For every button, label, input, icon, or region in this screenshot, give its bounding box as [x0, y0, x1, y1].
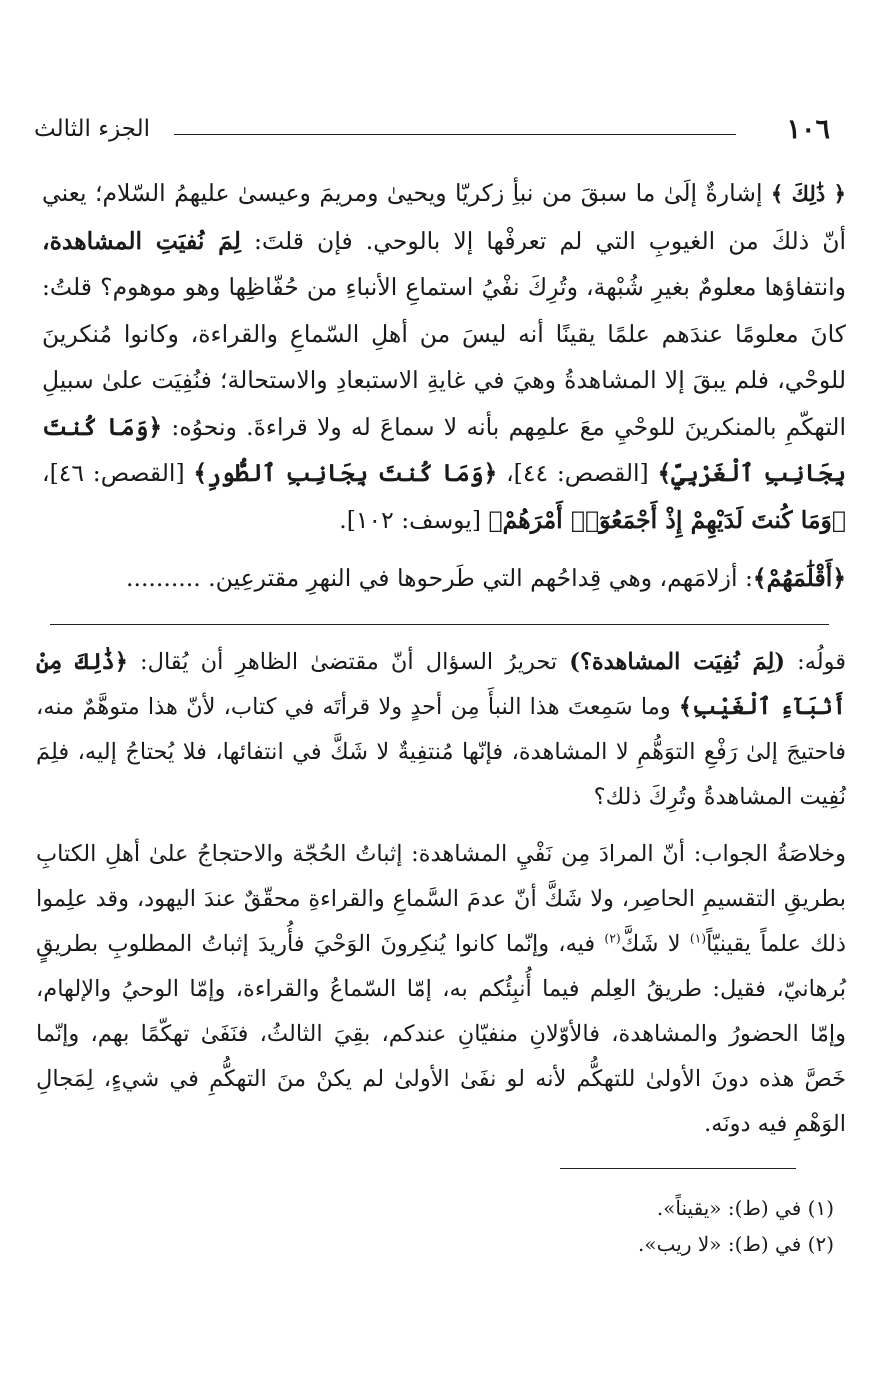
text-span: تحريرُ السؤال أنّ مقتضىٰ الظاهرِ أن يُقال:	[127, 649, 570, 675]
commentary-text	[36, 640, 846, 1147]
text-span: قولُه:	[785, 649, 846, 675]
quran-quote: ﴿وَمَا كُنتَ لَدَيْهِمْ إِذْ أَجْمَعُوٓا۟ أَمْرَهُمْ﴾	[488, 505, 846, 534]
quran-quote: ﴿أَقْلَٰمَهُمْ﴾	[752, 564, 846, 592]
footnote-ref: (١)	[689, 931, 707, 946]
text-span: وانتفاؤها معلومٌ بغيرِ شُبْهة، وتُرِكَ نفْيُ استماعِ الأنباءِ من حُفّاظِها وهو موهوم؟ قلتُ: كانَ معلومًا عندَهم علمًا يقينًا أنه ليسَ من أهلِ السّماعِ والقراءة، وكانوا مُنكرينَ للوحْي، فلم يبقَ إلا المشاهدةُ وهيَ في غايةِ الاستبعادِ والاستحالة؛ فنُفِيَت علىٰ سبيلِ التهكّمِ بالمنكرينَ للوحْيِ معَ علمِهم بأنه لا سماعَ له ولا قراءةَ. ونحوُه:	[42, 273, 846, 441]
text-span: لا شَكَّ	[620, 931, 690, 957]
footnotes	[100, 1190, 834, 1262]
text-span: وخلاصَةُ الجواب: أنّ المرادَ مِن نَفْيِ المشاهدة: إثباتُ الحُجّة والاحتجاجُ علىٰ أهلِ الكتابِ بطريقِ التقسيمِ الحاصِر، ولا شَكَّ أنّ عدمَ السَّماعِ والقراءةِ محقّقٌ عندَ اليهود، وقد علِموا ذلك علماً يقينيّاً	[36, 841, 847, 957]
quran-quote: ﴿ ذَٰلِكَ ﴾	[770, 181, 846, 206]
footnote: (٢) في (ط): «لا ريب».	[638, 1232, 834, 1256]
section-divider	[50, 624, 829, 625]
main-text	[42, 170, 846, 602]
citation: [القصص: ٤٦]،	[42, 459, 194, 487]
main-paragraph	[42, 555, 846, 602]
page-number: ١٠٦	[786, 114, 830, 145]
footnote: (١) في (ط): «يقيناً».	[656, 1196, 834, 1220]
text-span: وما سَمِعتَ هذا النبأَ مِن أحدٍ ولا قرأتَه في كتاب، لأنّ هذا متوهَّمٌ منه، فاحتيجَ إلىٰ رَفْعِ التوَهُّمِ لا المشاهدة، فإنّها مُنتفِيةٌ لا شَكَّ في انتفائها، فلا يُحتاجُ إليه، فلِمَ نُفِيت المشاهدةُ وتُرِكَ ذلك؟	[36, 694, 846, 810]
text-span: فيه، وإنّما كانوا يُنكِرونَ الوَحْيَ فأُريدَ إثباتُ المطلوبِ بطريقٍ بُرهانيّ، فقيل: طريقُ العِلم فيما أُنبِئُكم به، إمّا السّماعُ والقراءة، وإمّا الوحيُ والإلهام، وإمّا الحضورُ والمشاهدة، فالأوّلانِ منفيّانِ عندكم، بقِيَ الثالثُ، فنَفَىٰ تهكّمًا بهم، وإنّما خَصَّ هذه دونَ الأولىٰ للتهكُّم لأنه لو نفَىٰ الأولىٰ لم يكنْ منَ التهكُّمِ في شيءٍ، لِمَجالِ الوَهْمِ فيه دونَه.	[36, 931, 846, 1137]
text-span: : أزلامَهم، وهي قِداحُهم التي طَرحوها في النهرِ مقترعِين. ..........	[126, 564, 753, 592]
text-span: إشارةٌ إلَىٰ ما سبقَ من نبأِ زكريّا ويحيىٰ ومريمَ وعيسىٰ عليهمُ السّلام؛ يعني أنّ ذلكَ من الغيوبِ التي لم تعرفْها إلا بالوحي. فإن قلتَ:	[42, 179, 846, 255]
citation: [يوسف: ١٠٢].	[339, 505, 489, 534]
quran-quote: ﴿وَمَا كُنتَ بِجَانِبِ ٱلطُّورِ﴾	[193, 459, 498, 487]
commentary-paragraph	[36, 832, 846, 1147]
footnote-divider	[560, 1168, 796, 1169]
question-phrase: لِمَ نُفيَتِ المشاهدة،	[42, 226, 241, 255]
commentary-paragraph	[36, 640, 846, 820]
footnote-ref: (٢)	[604, 931, 621, 946]
quran-quote: ﴿ذَٰلِكَ مِنْ أَنۢبَآءِ ٱلْغَيْبِ﴾	[36, 649, 846, 720]
quoted-phrase: (لِمَ نُفِيَت المشاهدة؟)	[569, 649, 785, 675]
quran-quote: ﴿وَمَا كُنتَ بِجَانِبِ ٱلْغَرْبِيِّ﴾	[42, 412, 846, 487]
main-paragraph	[42, 170, 846, 543]
header-rule	[174, 134, 736, 135]
page-header	[28, 112, 836, 152]
citation: [القصص: ٤٤]،	[497, 459, 658, 487]
part-title: الجزء الثالث	[34, 116, 150, 142]
